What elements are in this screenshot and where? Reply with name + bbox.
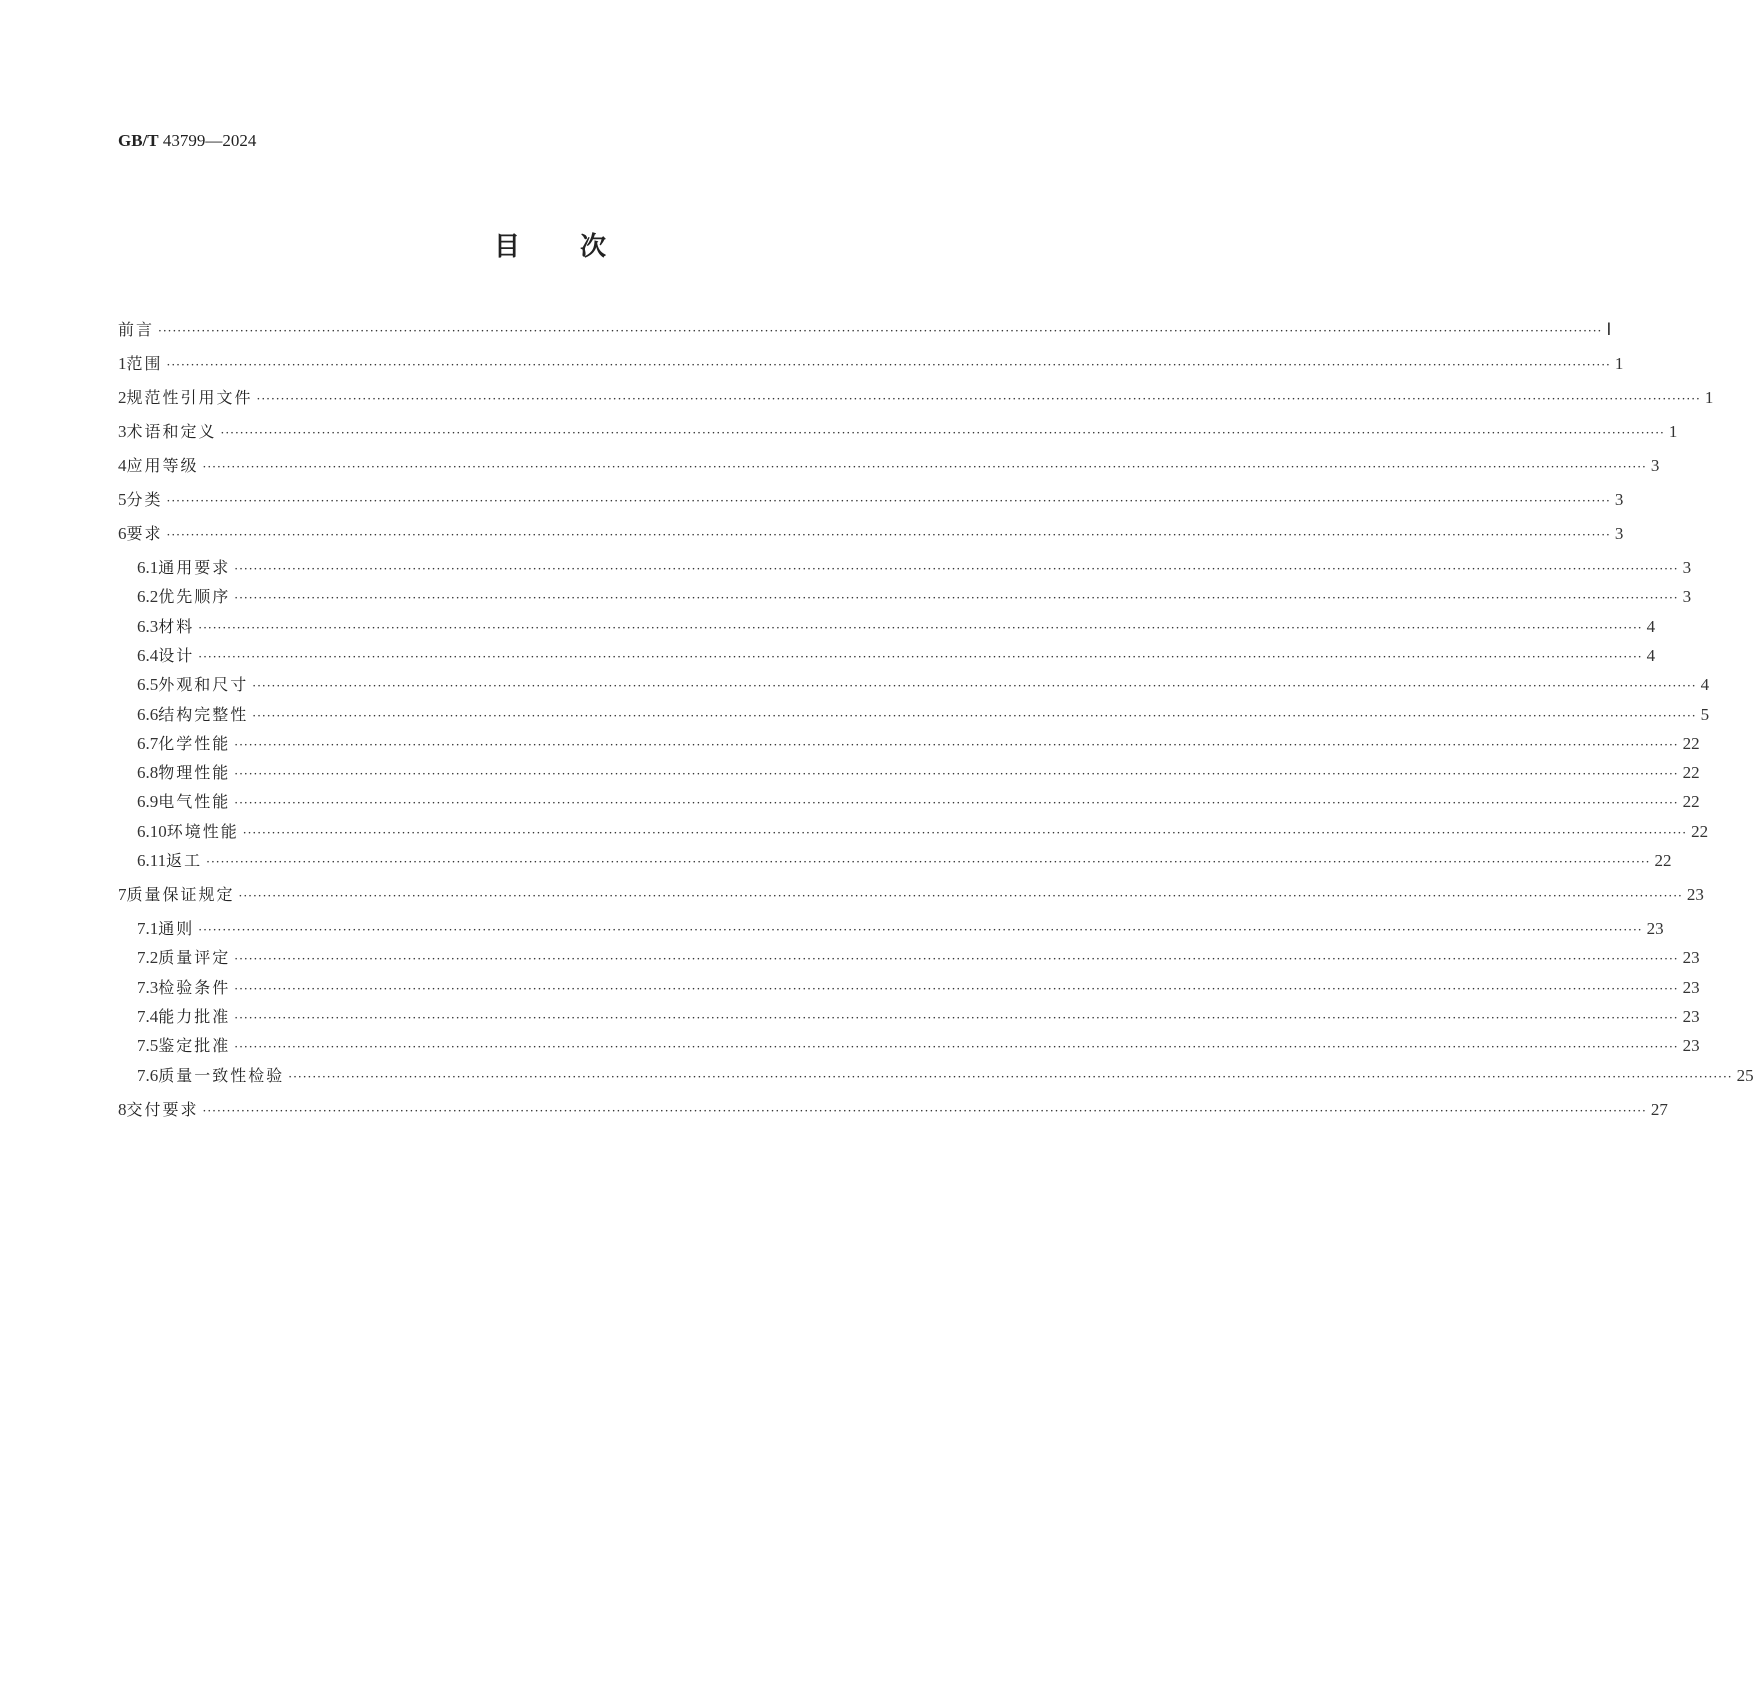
toc-entry[interactable] bbox=[118, 420, 1678, 444]
toc-entry-number: 3 bbox=[118, 422, 127, 441]
toc-entry-label: 分类 bbox=[126, 490, 163, 509]
toc-entry[interactable] bbox=[118, 386, 1714, 410]
toc-entry-page: 1 bbox=[1668, 422, 1678, 441]
dot-leader: ············································································································································································································································································································ bbox=[166, 358, 1611, 372]
toc-entry[interactable] bbox=[118, 318, 1612, 342]
dot-leader: ············································································································································································································································································································ bbox=[252, 708, 1697, 723]
toc-entry-number: 6.6 bbox=[137, 704, 159, 724]
dot-leader: ············································································································································································································································································································ bbox=[234, 767, 1679, 782]
toc-entry-page: 4 bbox=[1646, 616, 1656, 636]
toc-entry[interactable] bbox=[137, 644, 1656, 668]
toc-entry-number: 7 bbox=[118, 885, 127, 904]
dot-leader: ············································································································································································································································································································ bbox=[234, 796, 1679, 811]
toc-entry[interactable] bbox=[118, 454, 1660, 478]
toc-entry-number: 7.2 bbox=[137, 948, 159, 968]
toc-entry-page: 23 bbox=[1682, 1006, 1700, 1026]
toc-entry-number: 7.3 bbox=[137, 977, 159, 997]
toc-entry-number: 6.7 bbox=[137, 733, 159, 753]
toc-entry-label: 应用等级 bbox=[126, 456, 199, 475]
toc-entry-number: 6.5 bbox=[137, 675, 159, 695]
dot-leader: ············································································································································································································································································································ bbox=[166, 528, 1611, 542]
toc-entry-number: 6.11 bbox=[137, 851, 167, 870]
toc-entry-number: 6.4 bbox=[137, 645, 159, 665]
toc-entry-number: 1 bbox=[118, 354, 127, 373]
dot-leader: ············································································································································································································································································································ bbox=[198, 923, 1643, 937]
toc-entry[interactable] bbox=[137, 615, 1656, 639]
dot-leader: ············································································································································································································································································································ bbox=[166, 494, 1611, 508]
toc-entry-page: 22 bbox=[1654, 851, 1672, 870]
toc-entry-page: Ⅰ bbox=[1606, 320, 1612, 339]
toc-entry-number: 6.9 bbox=[137, 792, 159, 812]
toc-entry-label: 设计 bbox=[158, 645, 195, 665]
dot-leader: ············································································································································································································································································································ bbox=[220, 426, 1665, 440]
toc-entry-page: 22 bbox=[1682, 733, 1700, 753]
toc-entry[interactable] bbox=[118, 488, 1624, 512]
toc-entry[interactable] bbox=[118, 1098, 1668, 1122]
toc-entry-number: 6.10 bbox=[137, 821, 167, 841]
dot-leader: ············································································································································································································································································································ bbox=[242, 825, 1688, 840]
dot-leader: ············································································································································································································································································································ bbox=[256, 392, 1701, 406]
toc-entry-label: 环境性能 bbox=[166, 821, 239, 841]
toc-entry[interactable] bbox=[137, 790, 1700, 814]
toc-entry-page: 1 bbox=[1614, 354, 1624, 373]
toc-entry-page: 3 bbox=[1614, 524, 1624, 543]
toc-entry-label: 术语和定义 bbox=[126, 422, 217, 441]
toc-entry-page: 5 bbox=[1700, 704, 1710, 724]
toc-entry-page: 23 bbox=[1682, 977, 1700, 997]
dot-leader: ············································································································································································································································································································ bbox=[252, 679, 1697, 694]
toc-entry-label: 通则 bbox=[158, 919, 195, 938]
toc-entry-label: 化学性能 bbox=[158, 733, 231, 753]
toc-entry-label: 鉴定批准 bbox=[158, 1036, 231, 1056]
dot-leader: ············································································································································································································································································································ bbox=[198, 649, 1643, 664]
standard-code bbox=[118, 131, 256, 151]
toc-entry-number: 4 bbox=[118, 456, 127, 475]
toc-entry-page: 4 bbox=[1646, 645, 1656, 665]
toc-entry-number: 6.3 bbox=[137, 616, 159, 636]
dot-leader: ············································································································································································································································································································ bbox=[234, 562, 1679, 576]
toc-entry-label: 能力批准 bbox=[158, 1006, 231, 1026]
toc-entry[interactable] bbox=[137, 585, 1692, 609]
dot-leader: ············································································································································································································································································································ bbox=[202, 1103, 1647, 1118]
toc-entry-page: 23 bbox=[1682, 948, 1700, 968]
dot-leader: ············································································································································································································································································································ bbox=[238, 889, 1683, 903]
toc-entry-page: 23 bbox=[1646, 919, 1664, 938]
toc-entry-page: 3 bbox=[1682, 587, 1692, 607]
toc-entry-number: 6.2 bbox=[137, 587, 159, 607]
page-title: 目次 bbox=[493, 232, 666, 262]
dot-leader: ············································································································································································································································································································ bbox=[234, 1010, 1679, 1025]
toc-entry[interactable] bbox=[137, 917, 1664, 941]
toc-entry[interactable] bbox=[118, 883, 1704, 907]
toc-entry[interactable] bbox=[137, 761, 1700, 785]
dot-leader: ············································································································································································································································································································ bbox=[206, 855, 1651, 869]
toc-entry-page: 23 bbox=[1682, 1036, 1700, 1056]
dot-leader: ············································································································································································································································································································ bbox=[234, 981, 1679, 996]
dot-leader: ············································································································································································································································································································ bbox=[288, 1069, 1733, 1084]
toc-entry-label: 物理性能 bbox=[158, 763, 231, 783]
toc-entry-label: 通用要求 bbox=[158, 558, 231, 577]
dot-leader: ············································································································································································································································································································ bbox=[158, 324, 1603, 338]
toc-entry-number: 5 bbox=[118, 490, 127, 509]
toc-entry-page: 1 bbox=[1704, 388, 1714, 407]
dot-leader: ············································································································································································································································································································ bbox=[198, 620, 1643, 635]
toc-entry-page: 25 bbox=[1736, 1065, 1754, 1085]
dot-leader: ············································································································································································································································································································ bbox=[202, 460, 1647, 474]
toc-entry[interactable] bbox=[137, 673, 1710, 697]
toc-entry-page: 3 bbox=[1650, 456, 1660, 475]
toc-entry[interactable] bbox=[137, 946, 1700, 970]
standard-number: 43799—2024 bbox=[162, 131, 257, 150]
toc-entry-label: 结构完整性 bbox=[158, 704, 249, 724]
toc-entry[interactable] bbox=[137, 556, 1692, 580]
toc-entry-label: 材料 bbox=[158, 616, 195, 636]
toc-entry-page: 22 bbox=[1682, 763, 1700, 783]
toc-entry[interactable] bbox=[137, 1005, 1700, 1029]
toc-entry-number: 7.4 bbox=[137, 1006, 159, 1026]
toc-entry-label: 规范性引用文件 bbox=[126, 388, 253, 407]
toc-entry[interactable] bbox=[137, 849, 1672, 873]
toc-entry-page: 4 bbox=[1700, 675, 1710, 695]
standard-prefix: GB/T bbox=[118, 131, 159, 150]
toc-entry-label: 优先顺序 bbox=[158, 587, 231, 607]
toc-entry-label: 电气性能 bbox=[158, 792, 231, 812]
toc-entry-label: 质量评定 bbox=[158, 948, 231, 968]
toc-entry-number: 2 bbox=[118, 388, 127, 407]
toc-entry-page: 23 bbox=[1686, 885, 1704, 904]
toc-entry-label: 要求 bbox=[126, 524, 163, 543]
toc-entry-label: 外观和尺寸 bbox=[158, 675, 249, 695]
toc-entry-label: 检验条件 bbox=[158, 977, 231, 997]
toc-entry-label: 返工 bbox=[166, 851, 203, 870]
toc-entry-page: 22 bbox=[1682, 792, 1700, 812]
toc-entry-number: 6.8 bbox=[137, 763, 159, 783]
toc-entry-label: 质量保证规定 bbox=[126, 885, 235, 904]
toc-entry-number: 7.5 bbox=[137, 1036, 159, 1056]
dot-leader: ············································································································································································································································································································ bbox=[234, 591, 1679, 606]
toc-entry[interactable] bbox=[137, 1034, 1700, 1058]
toc-entry-page: 3 bbox=[1682, 558, 1692, 577]
toc-entry-page: 22 bbox=[1691, 821, 1709, 841]
dot-leader: ············································································································································································································································································································ bbox=[234, 952, 1679, 967]
toc-entry-label: 交付要求 bbox=[126, 1099, 199, 1119]
toc-entry-label: 前言 bbox=[118, 320, 155, 339]
toc-entry[interactable] bbox=[118, 522, 1624, 546]
toc-entry-number: 6.1 bbox=[137, 558, 159, 577]
toc-entry[interactable] bbox=[137, 1064, 1754, 1088]
toc-entry-number: 7.1 bbox=[137, 919, 159, 938]
toc-entry-label: 范围 bbox=[126, 354, 163, 373]
toc-entry-label: 质量一致性检验 bbox=[158, 1065, 285, 1085]
toc-entry[interactable] bbox=[137, 820, 1709, 844]
toc-entry[interactable] bbox=[137, 976, 1700, 1000]
toc-entry[interactable] bbox=[118, 352, 1624, 376]
toc-entry-number: 8 bbox=[118, 1099, 127, 1119]
dot-leader: ············································································································································································································································································································ bbox=[234, 1040, 1679, 1055]
toc-entry-page: 3 bbox=[1614, 490, 1624, 509]
toc-entry-page: 27 bbox=[1650, 1099, 1668, 1119]
toc-entry-number: 6 bbox=[118, 524, 127, 543]
dot-leader: ············································································································································································································································································································ bbox=[234, 737, 1679, 752]
toc-entry-number: 7.6 bbox=[137, 1065, 159, 1085]
toc-entry[interactable] bbox=[137, 732, 1700, 756]
toc-entry[interactable] bbox=[137, 703, 1710, 727]
